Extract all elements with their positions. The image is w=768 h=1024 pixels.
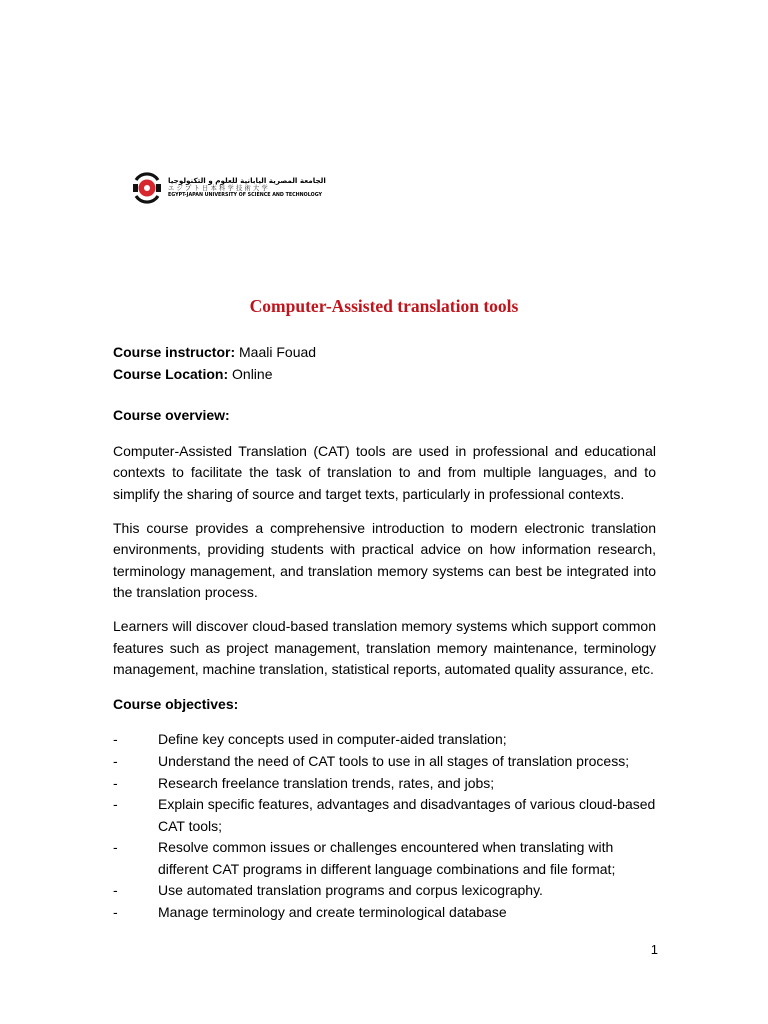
bullet-dash: - — [113, 796, 118, 813]
overview-paragraph: Learners will discover cloud-based translation memory systems which support common features such as project management, translation memory maintenance, terminology management, machine translation, statistical reports, automated quality assurance, etc. — [113, 617, 656, 678]
objective-text: Understand the need of CAT tools to use in all stages of translation process; — [158, 752, 630, 769]
objective-text: Research freelance translation trends, rates, and jobs; — [158, 774, 495, 791]
objectives-heading: Course objectives: — [113, 695, 239, 712]
overview-paragraph: Computer-Assisted Translation (CAT) tools are used in professional and educational contexts to facilitate the task of translation to and from multiple languages, and to simplify the sharing of source and target texts, particularly in professional contexts. — [113, 442, 656, 502]
logo-japanese-name: エジプト日本科学技術大学 — [168, 185, 270, 193]
objective-text: Use automated translation programs and corpus lexicography. — [158, 882, 543, 899]
document-title: Computer-Assisted translation tools — [249, 296, 519, 316]
objective-text: Resolve common issues or challenges encountered when translating with different CAT programs in different language combinations and file format; — [158, 839, 616, 877]
bullet-dash: - — [113, 774, 118, 791]
document-body — [113, 342, 656, 924]
instructor-value: Maali Fouad — [239, 344, 317, 360]
bullet-dash: - — [113, 882, 118, 899]
list-item — [113, 902, 656, 924]
list-item — [113, 837, 656, 880]
bullet-dash: - — [113, 731, 118, 748]
overview-paragraph: This course provides a comprehensive introduction to modern electronic translation environments, providing students with practical advice on how information research, terminology management, and translation memory systems can best be integrated into the translation process. — [113, 519, 656, 601]
list-item — [113, 773, 656, 795]
objective-text: Manage terminology and create terminological database — [158, 904, 507, 921]
logo-text-block — [168, 177, 326, 199]
objective-text: Define key concepts used in computer-aided translation; — [158, 731, 507, 748]
bullet-dash: - — [113, 904, 118, 921]
location-value: Online — [232, 365, 273, 382]
bullet-dash: - — [113, 752, 118, 769]
university-emblem-icon — [132, 170, 162, 206]
logo-english-name: EGYPT-JAPAN UNIVERSITY OF SCIENCE AND TECHNOLOGY — [168, 193, 323, 199]
list-item — [113, 794, 656, 837]
overview-heading: Course overview: — [113, 407, 230, 424]
location-label: Course Location: — [113, 365, 229, 382]
list-item — [113, 880, 656, 902]
instructor-label: Course instructor: — [113, 344, 236, 360]
instructor-line — [113, 342, 656, 364]
objective-text: Explain specific features, advantages and disadvantages of various cloud-based CAT tools; — [158, 796, 656, 834]
page-number: 1 — [650, 942, 658, 957]
university-logo — [132, 168, 326, 208]
location-line — [113, 364, 656, 386]
list-item — [113, 729, 656, 751]
bullet-dash: - — [113, 839, 118, 856]
objectives-list — [113, 729, 656, 923]
logo-arabic-name: الجامعة المصرية اليابانية للعلوم و التكنولوجيا — [168, 175, 326, 185]
list-item — [113, 751, 656, 773]
